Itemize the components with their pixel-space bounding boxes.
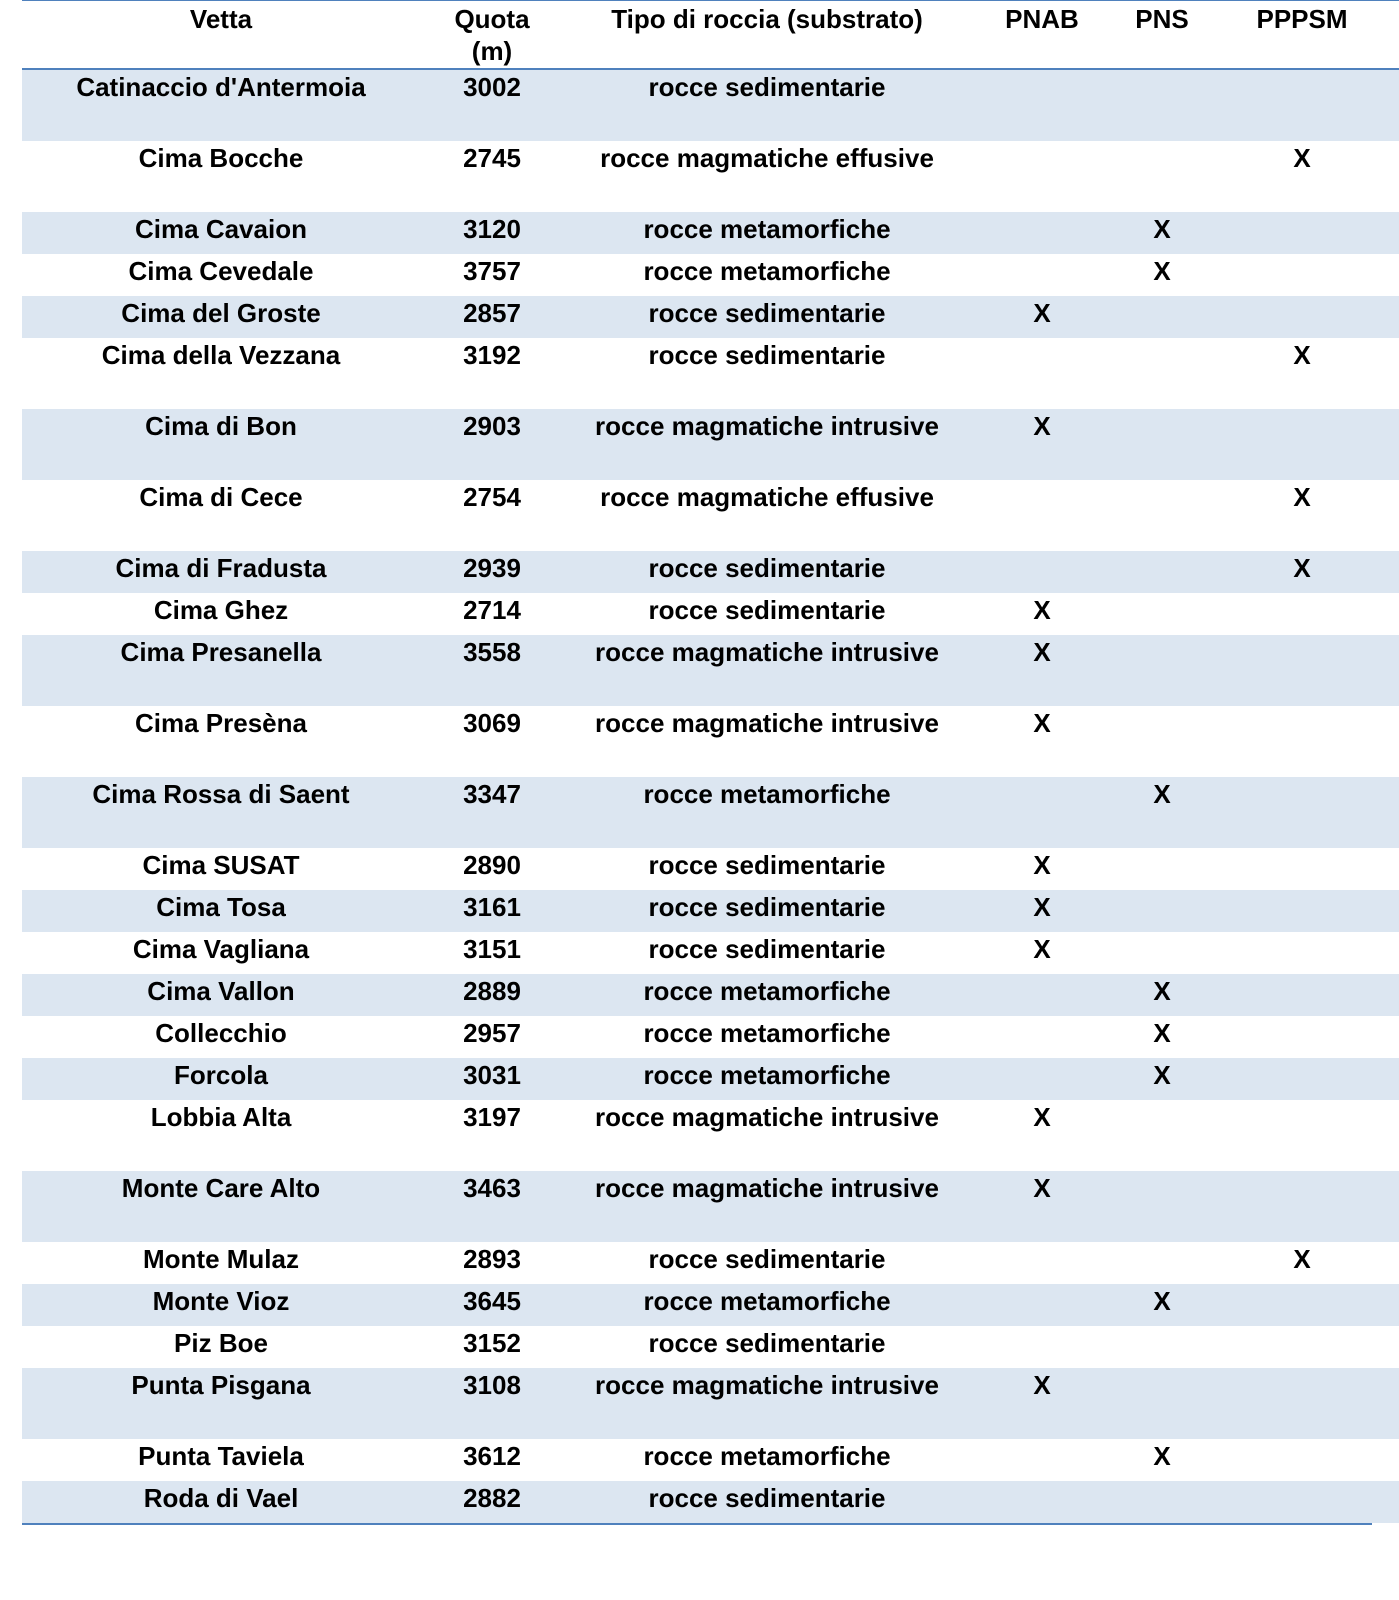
cell-pns bbox=[1122, 409, 1202, 482]
cell-pppsm bbox=[1237, 848, 1367, 892]
table-row bbox=[22, 212, 1399, 254]
cell-vetta: Cima Vallon bbox=[147, 976, 295, 1006]
cell-vetta: Collecchio bbox=[155, 1018, 287, 1048]
cell-pns: X bbox=[1153, 779, 1171, 809]
cell-pns bbox=[1122, 635, 1202, 708]
cell-tipo: rocce sedimentarie bbox=[648, 892, 886, 922]
cell-pns bbox=[1122, 1326, 1202, 1370]
table-row bbox=[22, 141, 1399, 212]
cell-pppsm bbox=[1237, 890, 1367, 934]
cell-pns bbox=[1122, 1100, 1202, 1173]
cell-pppsm bbox=[1237, 1284, 1367, 1328]
cell-quota: 3152 bbox=[463, 1328, 521, 1358]
cell-tipo: rocce metamorfiche bbox=[643, 1018, 891, 1048]
cell-pns bbox=[1122, 338, 1202, 411]
cell-pnab: X bbox=[1033, 708, 1051, 738]
cell-pns bbox=[1122, 1171, 1202, 1244]
cell-tipo: rocce sedimentarie bbox=[648, 1328, 886, 1358]
cell-quota: 3002 bbox=[463, 72, 521, 102]
cell-pppsm bbox=[1237, 706, 1367, 779]
cell-pnab bbox=[997, 1326, 1087, 1370]
cell-tipo: rocce sedimentarie bbox=[648, 1244, 886, 1274]
cell-pns: X bbox=[1153, 976, 1171, 1006]
cell-quota: 3151 bbox=[463, 934, 521, 964]
cell-quota: 3645 bbox=[463, 1286, 521, 1316]
cell-vetta: Piz Boe bbox=[174, 1328, 268, 1358]
cell-pnab bbox=[997, 1439, 1087, 1483]
cell-tipo: rocce sedimentarie bbox=[648, 850, 886, 880]
table-row bbox=[22, 338, 1399, 409]
cell-quota: 3192 bbox=[463, 340, 521, 370]
header-vetta: Vetta bbox=[189, 4, 253, 34]
cell-pnab: X bbox=[1033, 850, 1051, 880]
cell-tipo: rocce metamorfiche bbox=[643, 1441, 891, 1471]
cell-pppsm bbox=[1237, 1016, 1367, 1060]
table-row bbox=[22, 635, 1399, 706]
table-row bbox=[22, 551, 1399, 593]
cell-pnab bbox=[997, 1481, 1087, 1525]
table-row bbox=[22, 890, 1399, 932]
cell-tipo: rocce magmatiche intrusive bbox=[595, 708, 939, 738]
cell-pns bbox=[1122, 1481, 1202, 1525]
cell-quota: 3347 bbox=[463, 779, 521, 809]
cell-pppsm: X bbox=[1293, 1244, 1311, 1274]
cell-tipo: rocce metamorfiche bbox=[643, 256, 891, 286]
cell-pnab bbox=[997, 777, 1087, 850]
cell-pnab: X bbox=[1033, 892, 1051, 922]
cell-quota: 2890 bbox=[463, 850, 521, 880]
cell-pppsm: X bbox=[1293, 482, 1311, 512]
cell-pns bbox=[1122, 706, 1202, 779]
cell-pns: X bbox=[1153, 1441, 1171, 1471]
table-row bbox=[22, 70, 1399, 141]
cell-vetta: Cima Rossa di Saent bbox=[92, 779, 350, 809]
cell-vetta: Monte Mulaz bbox=[143, 1244, 299, 1274]
table-row bbox=[22, 1058, 1399, 1100]
cell-pppsm bbox=[1237, 974, 1367, 1018]
cell-pnab: X bbox=[1033, 298, 1051, 328]
table-row bbox=[22, 1100, 1399, 1171]
cell-pns: X bbox=[1153, 1286, 1171, 1316]
cell-vetta: Cima Cevedale bbox=[128, 256, 314, 286]
cell-vetta: Cima Tosa bbox=[156, 892, 286, 922]
cell-pns bbox=[1122, 70, 1202, 143]
cell-vetta: Roda di Vael bbox=[143, 1483, 299, 1513]
table-row bbox=[22, 296, 1399, 338]
cell-pppsm bbox=[1237, 296, 1367, 340]
cell-tipo: rocce magmatiche intrusive bbox=[595, 1102, 939, 1132]
cell-pppsm bbox=[1237, 1368, 1367, 1441]
table-row bbox=[22, 932, 1399, 974]
cell-quota: 3463 bbox=[463, 1173, 521, 1203]
cell-quota: 2857 bbox=[463, 298, 521, 328]
header-tipo: Tipo di roccia (substrato) bbox=[611, 4, 923, 34]
cell-vetta: Punta Pisgana bbox=[131, 1370, 311, 1400]
table-row bbox=[22, 254, 1399, 296]
cell-tipo: rocce sedimentarie bbox=[648, 553, 886, 583]
cell-pns: X bbox=[1153, 214, 1171, 244]
cell-pppsm bbox=[1237, 1171, 1367, 1244]
cell-pppsm bbox=[1237, 254, 1367, 298]
table-row bbox=[22, 706, 1399, 777]
header-pns: PNS bbox=[1135, 4, 1189, 34]
cell-pppsm bbox=[1237, 409, 1367, 482]
cell-pns bbox=[1122, 1242, 1202, 1286]
cell-pppsm bbox=[1237, 212, 1367, 256]
cell-pnab bbox=[997, 1242, 1087, 1286]
table-row bbox=[22, 777, 1399, 848]
cell-pnab bbox=[997, 1284, 1087, 1328]
table-row bbox=[22, 1439, 1399, 1481]
table-row bbox=[22, 409, 1399, 480]
cell-pnab bbox=[997, 254, 1087, 298]
cell-vetta: Punta Taviela bbox=[138, 1441, 304, 1471]
cell-quota: 2889 bbox=[463, 976, 521, 1006]
cell-pnab bbox=[997, 141, 1087, 214]
cell-pppsm bbox=[1237, 593, 1367, 637]
cell-pns bbox=[1122, 1368, 1202, 1441]
table-row bbox=[22, 480, 1399, 551]
cell-vetta: Cima di Bon bbox=[145, 411, 297, 441]
table-body bbox=[22, 70, 1399, 1523]
cell-quota: 3161 bbox=[463, 892, 521, 922]
cell-quota: 2903 bbox=[463, 411, 521, 441]
cell-pns bbox=[1122, 551, 1202, 595]
cell-pnab bbox=[997, 1016, 1087, 1060]
header-quota: Quota (m) bbox=[454, 4, 530, 66]
cell-pnab: X bbox=[1033, 637, 1051, 667]
cell-vetta: Forcola bbox=[174, 1060, 268, 1090]
cell-pns bbox=[1122, 296, 1202, 340]
cell-pns bbox=[1122, 848, 1202, 892]
table-row bbox=[22, 1171, 1399, 1242]
cell-quota: 3757 bbox=[463, 256, 521, 286]
cell-tipo: rocce metamorfiche bbox=[643, 214, 891, 244]
cell-pnab bbox=[997, 338, 1087, 411]
cell-tipo: rocce metamorfiche bbox=[643, 976, 891, 1006]
cell-quota: 3108 bbox=[463, 1370, 521, 1400]
cell-vetta: Cima del Groste bbox=[121, 298, 321, 328]
table-row bbox=[22, 848, 1399, 890]
cell-pppsm bbox=[1237, 1439, 1367, 1483]
header-pnab: PNAB bbox=[1005, 4, 1079, 34]
cell-quota: 2893 bbox=[463, 1244, 521, 1274]
cell-quota: 3069 bbox=[463, 708, 521, 738]
cell-quota: 3558 bbox=[463, 637, 521, 667]
cell-vetta: Cima Bocche bbox=[138, 143, 304, 173]
cell-tipo: rocce magmatiche intrusive bbox=[595, 1173, 939, 1203]
cell-pnab: X bbox=[1033, 934, 1051, 964]
cell-pnab: X bbox=[1033, 411, 1051, 441]
cell-pnab bbox=[997, 70, 1087, 143]
cell-vetta: Cima Presanella bbox=[120, 637, 322, 667]
cell-quota: 2754 bbox=[463, 482, 521, 512]
cell-tipo: rocce sedimentarie bbox=[648, 1483, 886, 1513]
cell-quota: 3612 bbox=[463, 1441, 521, 1471]
cell-quota: 3031 bbox=[463, 1060, 521, 1090]
cell-pns bbox=[1122, 480, 1202, 553]
cell-quota: 2745 bbox=[463, 143, 521, 173]
cell-vetta: Cima SUSAT bbox=[142, 850, 300, 880]
cell-pppsm bbox=[1237, 777, 1367, 850]
cell-pnab bbox=[997, 1058, 1087, 1102]
cell-vetta: Lobbia Alta bbox=[150, 1102, 292, 1132]
cell-pns bbox=[1122, 932, 1202, 976]
cell-tipo: rocce magmatiche intrusive bbox=[595, 411, 939, 441]
cell-pnab bbox=[997, 480, 1087, 553]
cell-tipo: rocce sedimentarie bbox=[648, 298, 886, 328]
table-row bbox=[22, 1481, 1399, 1523]
peaks-table bbox=[22, 0, 1399, 1523]
cell-pns bbox=[1122, 141, 1202, 214]
table-row bbox=[22, 974, 1399, 1016]
cell-pppsm: X bbox=[1293, 553, 1311, 583]
table-row bbox=[22, 1368, 1399, 1439]
cell-pns bbox=[1122, 593, 1202, 637]
cell-quota: 2714 bbox=[463, 595, 521, 625]
table-bottom-border bbox=[22, 1523, 1372, 1525]
cell-pnab: X bbox=[1033, 1173, 1051, 1203]
cell-quota: 3120 bbox=[463, 214, 521, 244]
cell-tipo: rocce magmatiche intrusive bbox=[595, 637, 939, 667]
cell-vetta: Cima di Fradusta bbox=[115, 553, 327, 583]
cell-pnab: X bbox=[1033, 595, 1051, 625]
cell-quota: 2939 bbox=[463, 553, 521, 583]
cell-pnab bbox=[997, 212, 1087, 256]
cell-quota: 2882 bbox=[463, 1483, 521, 1513]
table-row bbox=[22, 1016, 1399, 1058]
cell-vetta: Cima Ghez bbox=[153, 595, 289, 625]
cell-tipo: rocce metamorfiche bbox=[643, 779, 891, 809]
cell-quota: 3197 bbox=[463, 1102, 521, 1132]
cell-tipo: rocce sedimentarie bbox=[648, 595, 886, 625]
header-pppsm: PPPSM bbox=[1256, 4, 1348, 34]
cell-tipo: rocce magmatiche effusive bbox=[600, 482, 934, 512]
table-row bbox=[22, 1326, 1399, 1368]
cell-pnab bbox=[997, 551, 1087, 595]
cell-vetta: Cima Presèna bbox=[135, 708, 307, 738]
cell-pnab: X bbox=[1033, 1102, 1051, 1132]
cell-pppsm bbox=[1237, 1058, 1367, 1102]
cell-vetta: Monte Vioz bbox=[152, 1286, 290, 1316]
cell-pppsm bbox=[1237, 1100, 1367, 1173]
cell-vetta: Cima di Cece bbox=[139, 482, 303, 512]
cell-pnab bbox=[997, 974, 1087, 1018]
cell-pppsm bbox=[1237, 1481, 1367, 1525]
cell-tipo: rocce sedimentarie bbox=[648, 934, 886, 964]
cell-pns bbox=[1122, 890, 1202, 934]
cell-tipo: rocce sedimentarie bbox=[648, 72, 886, 102]
cell-pppsm bbox=[1237, 932, 1367, 976]
cell-vetta: Monte Care Alto bbox=[121, 1173, 321, 1203]
cell-pns: X bbox=[1153, 1060, 1171, 1090]
cell-tipo: rocce magmatiche effusive bbox=[600, 143, 934, 173]
cell-vetta: Cima della Vezzana bbox=[101, 340, 341, 370]
cell-quota: 2957 bbox=[463, 1018, 521, 1048]
table-header bbox=[22, 0, 1399, 70]
cell-pppsm bbox=[1237, 70, 1367, 143]
cell-vetta: Cima Vagliana bbox=[132, 934, 310, 964]
cell-pppsm: X bbox=[1293, 340, 1311, 370]
cell-vetta: Catinaccio d'Antermoia bbox=[76, 72, 366, 102]
table-row bbox=[22, 593, 1399, 635]
cell-tipo: rocce magmatiche intrusive bbox=[595, 1370, 939, 1400]
cell-pppsm bbox=[1237, 1326, 1367, 1370]
cell-tipo: rocce metamorfiche bbox=[643, 1286, 891, 1316]
cell-tipo: rocce sedimentarie bbox=[648, 340, 886, 370]
cell-pns: X bbox=[1153, 256, 1171, 286]
cell-tipo: rocce metamorfiche bbox=[643, 1060, 891, 1090]
table-row bbox=[22, 1284, 1399, 1326]
cell-pppsm: X bbox=[1293, 143, 1311, 173]
cell-vetta: Cima Cavaion bbox=[135, 214, 307, 244]
cell-pns: X bbox=[1153, 1018, 1171, 1048]
cell-pnab: X bbox=[1033, 1370, 1051, 1400]
cell-pppsm bbox=[1237, 635, 1367, 708]
table-row bbox=[22, 1242, 1399, 1284]
